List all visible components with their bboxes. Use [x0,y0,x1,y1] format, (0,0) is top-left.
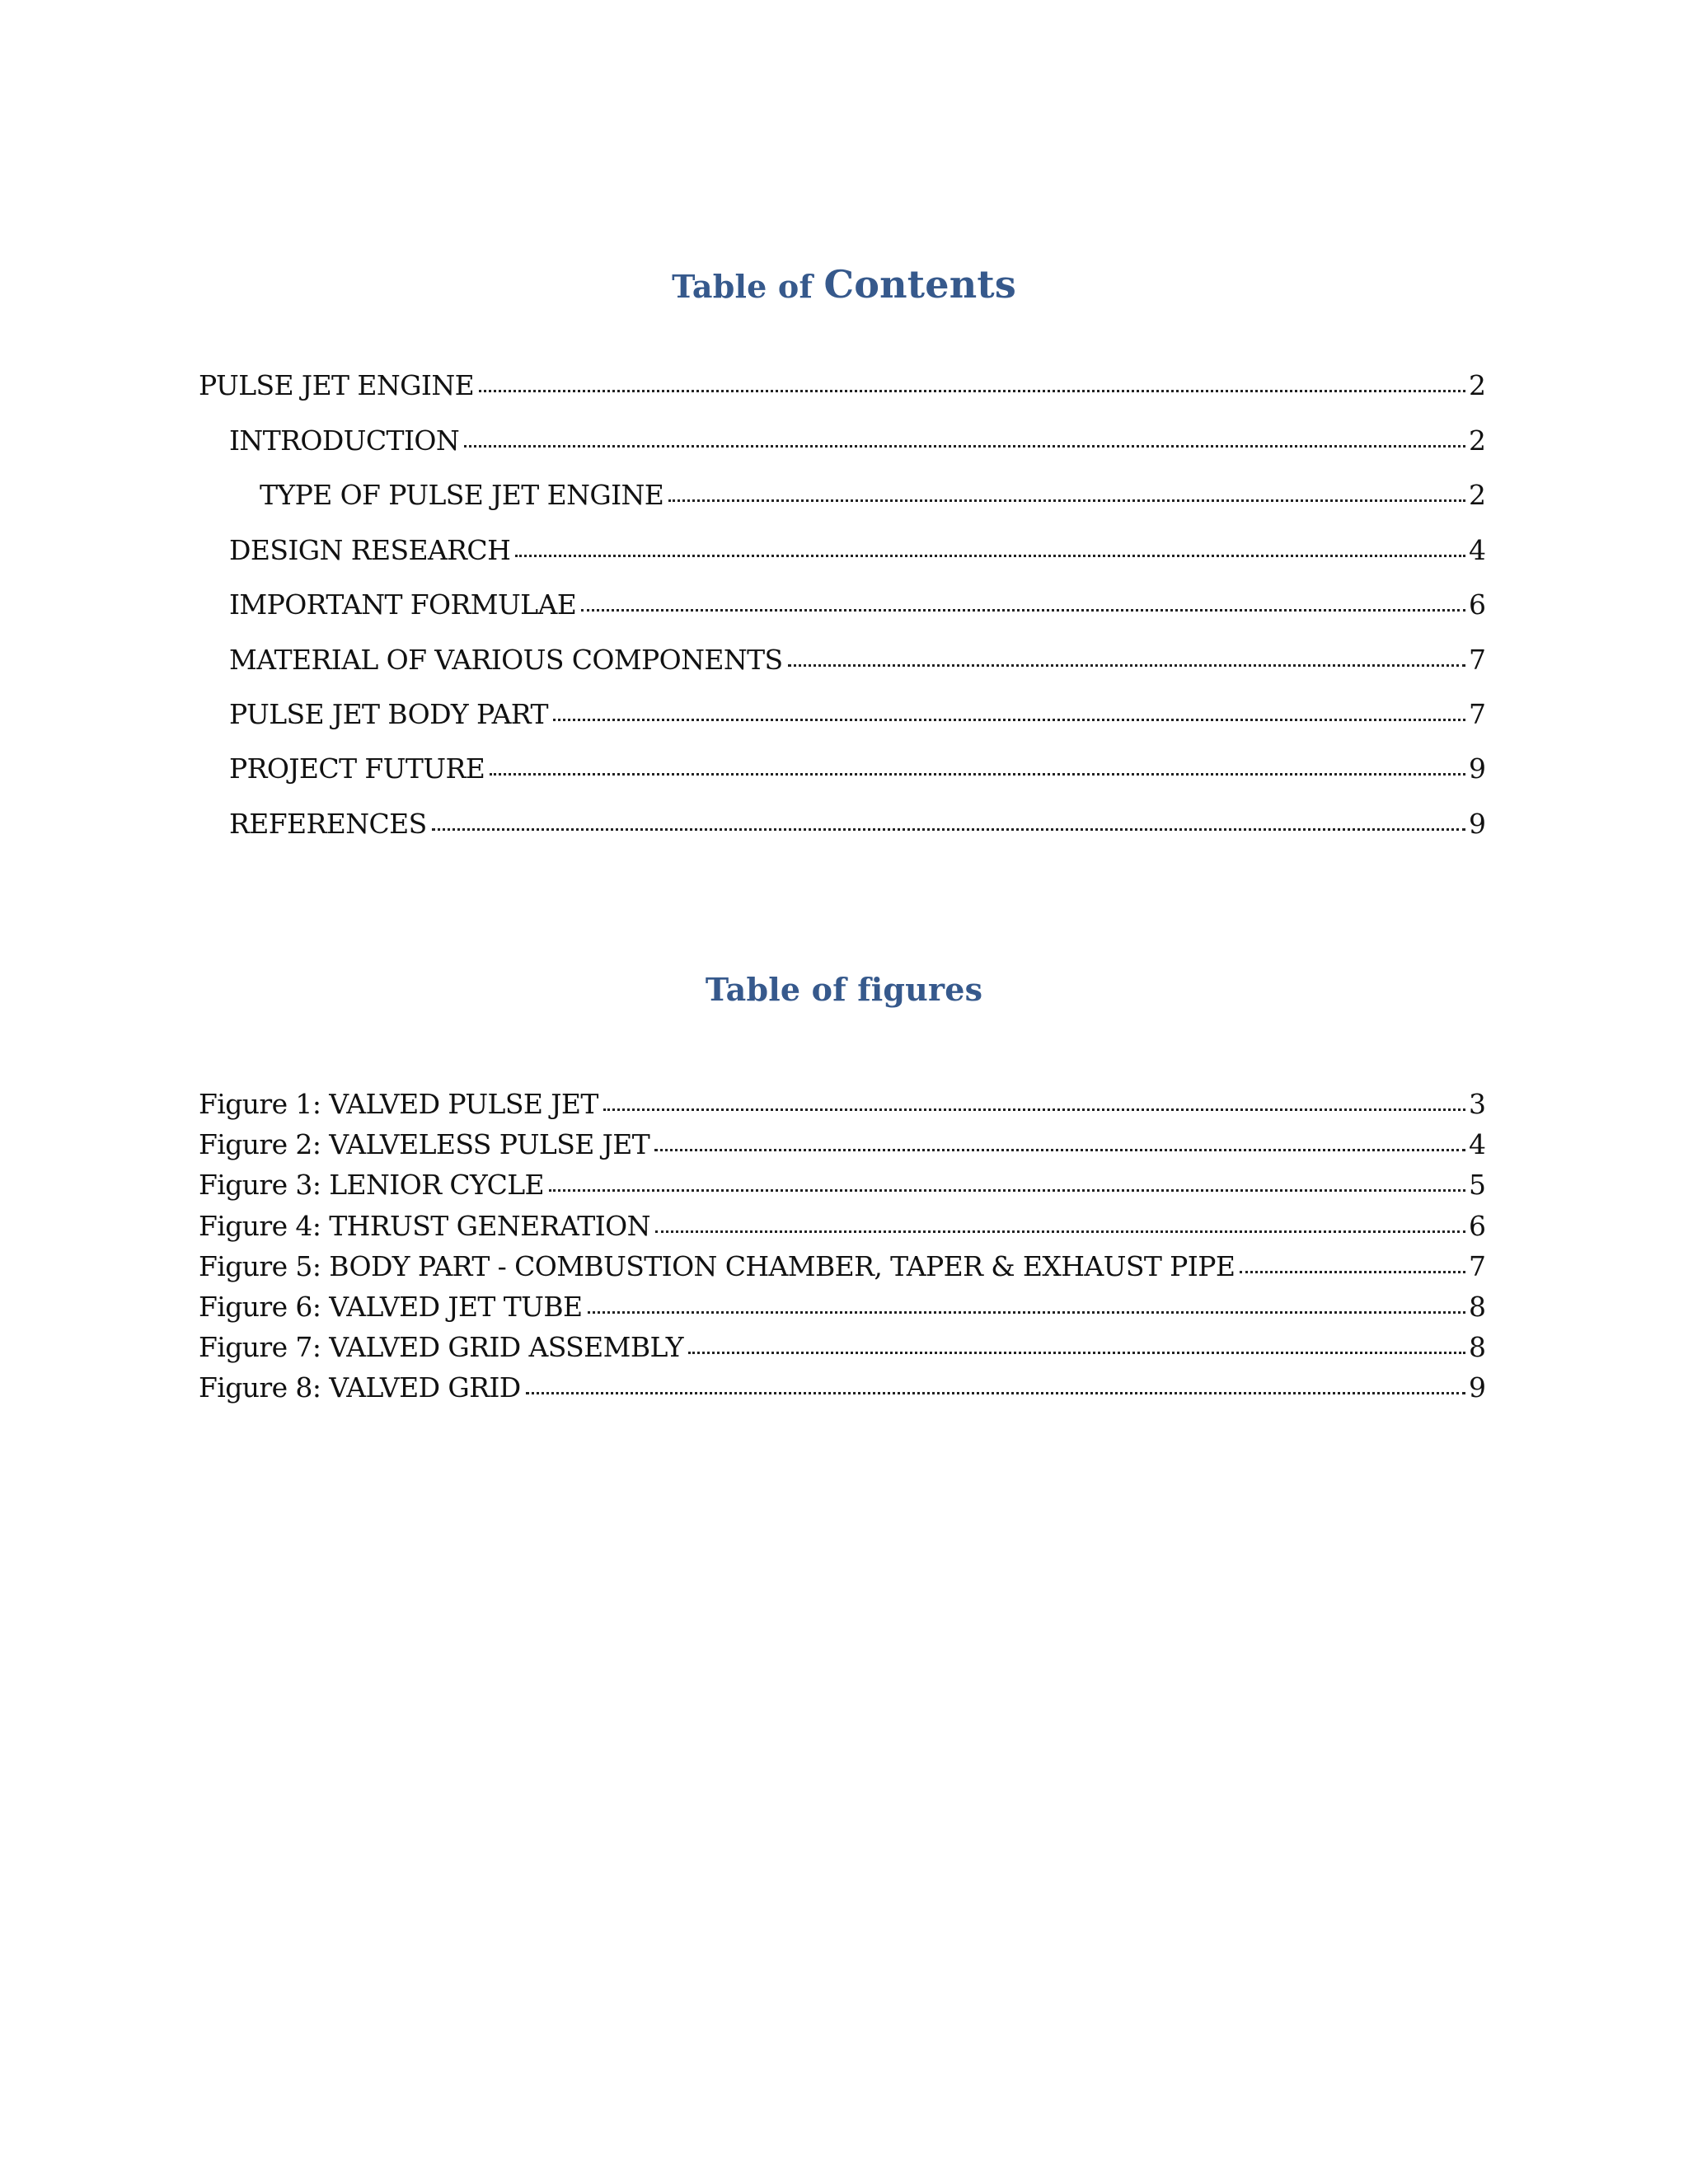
dot-leader [655,1230,1465,1233]
tof-entry-page: 5 [1469,1169,1486,1201]
tof-entry-page: 4 [1469,1128,1486,1160]
dot-leader [588,1311,1466,1314]
tof-entry-figure-6[interactable] [199,1291,1486,1324]
dot-leader [464,445,1465,448]
dot-leader [1240,1271,1465,1273]
tof-entry-label: Figure 2: VALVELESS PULSE JET [199,1128,650,1160]
tof-entry-figure-4[interactable] [199,1210,1486,1243]
toc-entry-page: 7 [1469,644,1486,676]
toc-entry-project-future[interactable] [199,752,1486,785]
tof-entry-page: 8 [1469,1291,1486,1323]
tof-heading: Table of figures [705,971,983,1008]
toc-entry-important-formulae[interactable] [199,588,1486,621]
tof-entry-figure-5[interactable] [199,1250,1486,1283]
toc-entry-page: 2 [1469,369,1486,401]
tof-entry-label: Figure 5: BODY PART - COMBUSTION CHAMBER, TAPER & EXHAUST PIPE [199,1250,1236,1282]
tof-entry-page: 3 [1469,1088,1486,1120]
tof-entry-label: Figure 3: LENIOR CYCLE [199,1169,545,1201]
toc-entry-type-of-pulse-jet-engine[interactable] [199,479,1486,512]
tof-entry-page: 7 [1469,1250,1486,1282]
toc-entry-label: REFERENCES [229,808,427,840]
toc-entry-label: PROJECT FUTURE [229,752,485,785]
dot-leader [581,609,1465,612]
dot-leader [432,828,1465,831]
toc-entry-page: 2 [1469,424,1486,457]
dot-leader [553,719,1465,721]
dot-leader [549,1189,1465,1192]
toc-entry-page: 6 [1469,588,1486,621]
toc-entry-pulse-jet-engine[interactable] [199,369,1486,402]
toc-entry-label: TYPE OF PULSE JET ENGINE [260,479,664,511]
tof-entry-label: Figure 8: VALVED GRID [199,1371,521,1404]
toc-entry-design-research[interactable] [199,534,1486,567]
tof-entry-figure-3[interactable] [199,1169,1486,1202]
toc-entry-page: 2 [1469,479,1486,511]
toc-heading-prefix: Table of [672,268,824,305]
dot-leader [603,1108,1465,1111]
toc-entry-label: DESIGN RESEARCH [229,534,511,566]
dot-leader [788,664,1465,667]
toc-entry-pulse-jet-body-part[interactable] [199,698,1486,731]
toc-entry-page: 7 [1469,698,1486,730]
tof-entry-page: 8 [1469,1331,1486,1363]
toc-heading [0,262,1688,307]
toc-entry-page: 9 [1469,808,1486,840]
dot-leader [668,499,1465,502]
dot-leader [526,1392,1465,1394]
tof-entry-figure-8[interactable] [199,1371,1486,1404]
toc-entry-page: 9 [1469,752,1486,785]
toc-heading-main: Contents [823,262,1016,307]
toc-entry-label: PULSE JET ENGINE [199,369,475,401]
dot-leader [654,1149,1465,1151]
toc-entry-material-of-various-components[interactable] [199,644,1486,677]
toc-entry-introduction[interactable] [199,424,1486,457]
tof-entry-label: Figure 4: THRUST GENERATION [199,1210,650,1242]
tof-entry-page: 6 [1469,1210,1486,1242]
dot-leader [490,773,1465,776]
toc-entry-label: MATERIAL OF VARIOUS COMPONENTS [229,644,783,676]
dot-leader [688,1352,1465,1354]
tof-entry-label: Figure 7: VALVED GRID ASSEMBLY [199,1331,683,1363]
toc-entry-label: IMPORTANT FORMULAE [229,588,577,621]
toc-entry-label: PULSE JET BODY PART [229,698,548,730]
tof-entry-page: 9 [1469,1371,1486,1404]
dot-leader [479,390,1465,392]
tof-entry-figure-2[interactable] [199,1128,1486,1161]
tof-entry-label: Figure 1: VALVED PULSE JET [199,1088,598,1120]
toc-entry-label: INTRODUCTION [229,424,460,457]
tof-entry-figure-7[interactable] [199,1331,1486,1364]
dot-leader [515,555,1465,557]
tof-entry-label: Figure 6: VALVED JET TUBE [199,1291,583,1323]
tof-entry-figure-1[interactable] [199,1088,1486,1121]
toc-entry-references[interactable] [199,808,1486,841]
toc-entry-page: 4 [1469,534,1486,566]
